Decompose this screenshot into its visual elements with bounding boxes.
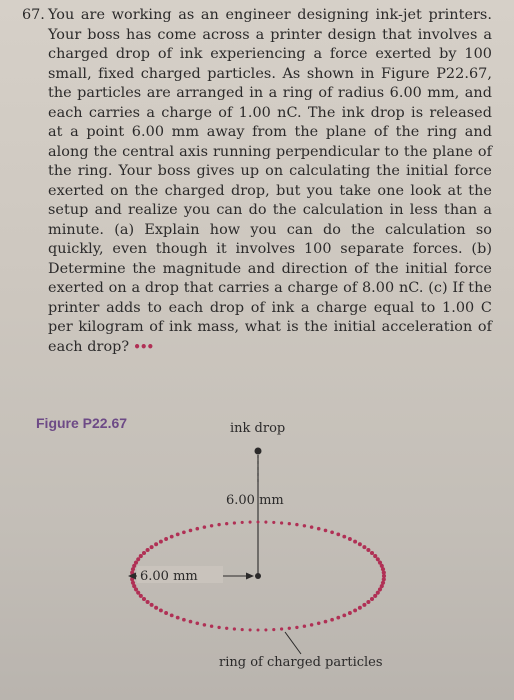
charged-particle bbox=[249, 521, 252, 524]
charged-particle bbox=[142, 551, 146, 555]
charged-particle bbox=[280, 627, 283, 630]
charged-particle bbox=[272, 521, 275, 524]
charged-particle bbox=[330, 530, 334, 534]
charged-particle bbox=[264, 628, 267, 631]
charged-particle bbox=[342, 535, 346, 539]
charged-particle bbox=[170, 613, 174, 617]
charged-particle bbox=[295, 523, 298, 526]
charged-particle bbox=[189, 620, 193, 624]
charged-particle bbox=[182, 618, 186, 622]
height-label: 6.00 mm bbox=[226, 493, 284, 508]
ink-drop bbox=[255, 448, 262, 455]
problem-number: 67. bbox=[22, 7, 45, 23]
charged-particle bbox=[150, 603, 154, 607]
charged-particle bbox=[196, 622, 200, 626]
charged-particle bbox=[342, 613, 346, 617]
charged-particle bbox=[264, 521, 267, 524]
figure-diagram bbox=[0, 400, 514, 700]
charged-particle bbox=[324, 529, 328, 533]
difficulty-dots-icon: ••• bbox=[133, 339, 154, 354]
charged-particle bbox=[373, 594, 377, 598]
charged-particle bbox=[370, 597, 374, 601]
charged-particle bbox=[176, 616, 180, 620]
charged-particle bbox=[182, 530, 186, 534]
charged-particle bbox=[348, 537, 352, 541]
charged-particle bbox=[280, 521, 283, 524]
charged-particle bbox=[324, 620, 328, 624]
charged-particle bbox=[170, 535, 174, 539]
charged-particle bbox=[366, 548, 370, 552]
charged-particle bbox=[210, 624, 213, 627]
charged-particle bbox=[233, 627, 236, 630]
charged-particle bbox=[362, 545, 366, 549]
charged-particle bbox=[272, 628, 275, 631]
charged-particle bbox=[146, 548, 150, 552]
ink-drop-label: ink drop bbox=[230, 421, 286, 436]
charged-particle bbox=[196, 527, 200, 531]
charged-particle bbox=[146, 600, 150, 604]
charged-particle bbox=[164, 611, 168, 615]
charged-particle bbox=[249, 628, 252, 631]
charged-particle bbox=[136, 557, 140, 561]
problem-statement: You are working as an engineer designing ink-jet printers. Your boss has come across a printer design that involves a charged drop of ink experiencing a force exerted by 100 small, fixed charged particles. As shown in Figure P22.67, the particles are arranged in a ring of radius 6.00 mm, and each carries a charge of 1.00 nC. The ink drop is released at a point 6.00 mm away from the plane of the ring and along the central axis running perpendicular to the plane of the ring. Your boss gives up on calculating the initial force exerted on the charged drop, but you take one look at the setup and realize you can do the calculation in less than a minute. (a) Explain how you can do the calculation so quickly, even though it involves 100 separate forces. (b) Determine the magnitude and direction of the initial force exerted on a drop that carries a charge of 8.00 nC. (c) If the printer adds to each drop of ink a charge equal to 1.00 C per kilogram of ink mass, what is the initial acceleration of each drop? bbox=[48, 7, 492, 355]
charged-particle bbox=[288, 522, 291, 525]
charged-particle bbox=[310, 623, 314, 627]
radius-arrow-right-icon bbox=[246, 573, 254, 580]
charged-particle bbox=[288, 627, 291, 630]
charged-particle bbox=[241, 521, 244, 524]
charged-particle bbox=[303, 624, 306, 627]
charged-particle bbox=[159, 540, 163, 544]
ring-label: ring of charged particles bbox=[219, 655, 383, 670]
charged-particle bbox=[330, 618, 334, 622]
charged-particle bbox=[210, 524, 213, 527]
charged-particle bbox=[139, 554, 143, 558]
charged-particle bbox=[382, 571, 386, 575]
charged-particle bbox=[150, 545, 154, 549]
charged-particle bbox=[358, 606, 362, 610]
charged-particle bbox=[366, 600, 370, 604]
charged-particle bbox=[217, 626, 220, 629]
charged-particle bbox=[159, 608, 163, 612]
charged-particle bbox=[295, 626, 298, 629]
charged-particle bbox=[370, 551, 374, 555]
charged-particle bbox=[336, 533, 340, 537]
ring-center bbox=[255, 573, 261, 579]
charged-particle bbox=[257, 521, 260, 524]
charged-particle bbox=[241, 628, 244, 631]
charged-particle bbox=[164, 537, 168, 541]
charged-particle bbox=[310, 525, 314, 529]
charged-particle bbox=[225, 522, 228, 525]
charged-particle bbox=[317, 622, 321, 626]
charged-particle bbox=[362, 603, 366, 607]
charged-particle bbox=[142, 597, 146, 601]
charged-particle bbox=[348, 611, 352, 615]
charged-particle bbox=[203, 623, 207, 627]
charged-particle bbox=[376, 591, 380, 595]
charged-particle bbox=[225, 627, 228, 630]
charged-particle bbox=[336, 616, 340, 620]
charged-particle bbox=[353, 540, 357, 544]
charged-particle bbox=[154, 606, 158, 610]
problem-text bbox=[48, 6, 492, 357]
charged-particle bbox=[154, 542, 158, 546]
charged-particle bbox=[139, 594, 143, 598]
charged-particle bbox=[189, 529, 193, 533]
charged-particle bbox=[303, 524, 306, 527]
problem-67 bbox=[22, 6, 492, 357]
charged-particle bbox=[373, 554, 377, 558]
charged-particle bbox=[358, 542, 362, 546]
figure-label: Figure P22.67 bbox=[36, 415, 128, 431]
charged-particle bbox=[203, 525, 207, 529]
ring-label-pointer bbox=[285, 632, 301, 654]
charged-particle bbox=[233, 521, 236, 524]
charged-particle bbox=[217, 523, 220, 526]
radius-label: 6.00 mm bbox=[140, 569, 198, 584]
charged-particle bbox=[317, 527, 321, 531]
charged-particle bbox=[353, 608, 357, 612]
charged-particle bbox=[176, 533, 180, 537]
charged-particle bbox=[257, 629, 260, 632]
